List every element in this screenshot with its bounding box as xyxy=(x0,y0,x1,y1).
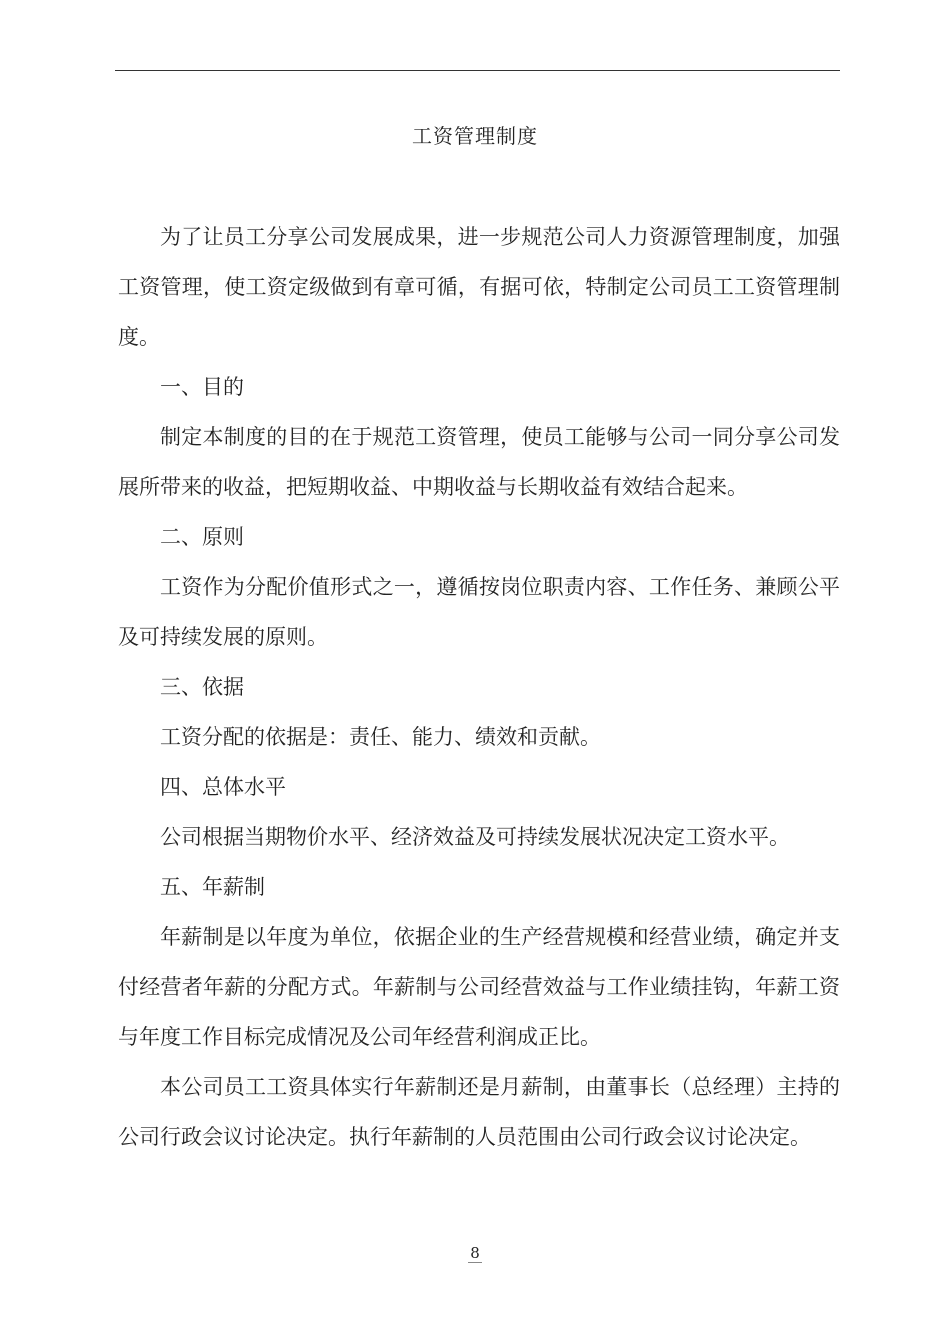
document-body xyxy=(118,212,840,1162)
section-heading-basis: 三、依据 xyxy=(160,675,244,699)
document-title: 工资管理制度 xyxy=(412,124,538,148)
page-number xyxy=(0,1244,950,1262)
intro-paragraph: 为了让员工分享公司发展成果，进一步规范公司人力资源管理制度，加强工资管理，使工资定级做到有章可循，有据可依，特制定公司员工工资管理制度。 xyxy=(118,225,840,349)
implementation-paragraph: 本公司员工工资具体实行年薪制还是月薪制，由董事长（总经理）主持的公司行政会议讨论决定。执行年薪制的人员范围由公司行政会议讨论决定。 xyxy=(118,1075,840,1149)
section-heading-principle: 二、原则 xyxy=(160,525,244,549)
header-rule xyxy=(115,70,840,71)
section-heading-overall-level: 四、总体水平 xyxy=(160,775,286,799)
purpose-paragraph: 制定本制度的目的在于规范工资管理，使员工能够与公司一同分享公司发展所带来的收益，把短期收益、中期收益与长期收益有效结合起来。 xyxy=(118,425,840,499)
overall-level-paragraph: 公司根据当期物价水平、经济效益及可持续发展状况决定工资水平。 xyxy=(160,825,790,849)
section-heading-purpose: 一、目的 xyxy=(160,375,244,399)
basis-paragraph: 工资分配的依据是：责任、能力、绩效和贡献。 xyxy=(160,725,601,749)
principle-paragraph: 工资作为分配价值形式之一，遵循按岗位职责内容、工作任务、兼顾公平及可持续发展的原则。 xyxy=(118,575,840,649)
page-number-value: 8 xyxy=(470,1244,480,1262)
annual-salary-paragraph: 年薪制是以年度为单位，依据企业的生产经营规模和经营业绩，确定并支付经营者年薪的分配方式。年薪制与公司经营效益与工作业绩挂钩，年薪工资与年度工作目标完成情况及公司年经营利润成正比。 xyxy=(118,925,840,1049)
section-heading-annual-salary: 五、年薪制 xyxy=(160,875,265,899)
